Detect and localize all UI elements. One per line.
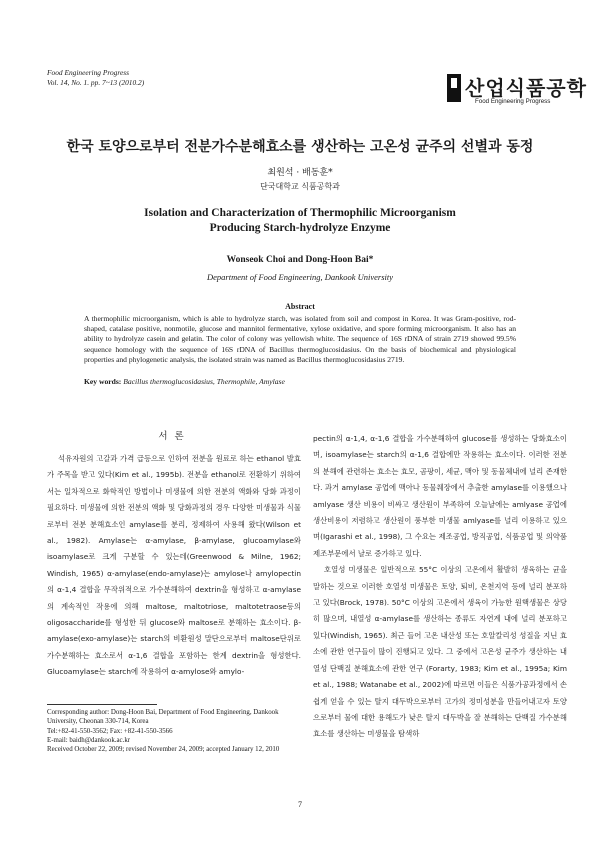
journal-volume: Vol. 14, No. 1. pp. 7~13 (2010.2) [47, 78, 145, 87]
title-korean: 한국 토양으로부터 전분가수분해효소를 생산하는 고온성 균주의 선별과 동정 [66, 139, 534, 155]
body-column-right [313, 431, 567, 743]
abstract-body: A thermophilic microorganism, which is able to hydrolyze starch, was isolated from soil and compost in Korea. It was Gram-positive, rod-shaped, catalase positive, nonmotile, glucose and mannitol fermentative, xylose oxidative, and spore forming microorganism. It also has an ability to hydrolyze casein and gelatin. The color of colony was yellowish white. The sequence of 16S rDNA of strain 2719 showed 99.5% sequence homology with the sequence of 16S rDNA of Bacillus thermoglucosidasius. On the basis of biochemical and physiological properties and phylogenetic analysis, the isolated strain was named as Bacillus thermoglucosidasius 2719. [84, 314, 516, 364]
logo-english-text: Food Engineering Progress [475, 98, 551, 105]
authors-korean: 최원석 · 배동훈* [267, 168, 333, 178]
corresponding-author: Corresponding author: Dong-Hoon Bai, Department of Food Engineering, Dankook University, Cheonan 330-714, Korea [47, 709, 279, 726]
keywords [84, 377, 524, 386]
authors-english: Wonseok Choi and Dong-Hoon Bai* [226, 255, 374, 265]
title-english [0, 206, 600, 236]
affiliation-english: Department of Food Engineering, Dankook University [206, 272, 394, 282]
abstract-heading: Abstract [285, 302, 315, 311]
journal-logo [447, 74, 587, 110]
logo-mark-icon [447, 74, 461, 102]
body-paragraph: 호열성 미생물은 일반적으로 55°C 이상의 고온에서 활발히 생육하는 균을 말하는 것으로 이러한 호열성 미생물은 토양, 퇴비, 온천지역 등에 널리 분포하고 있다(Brock, 1978). 50°C 이상의 고온에서 생육이 가능한 원핵생물은 상당히 많으며, 내열성 α-amylase를 생산하는 종류도 자연계 내에 널리 분포하고 있다(Windish, 1965). 최근 들어 고온 내산성 또는 호알칼리성 성질을 지닌 효소에 관한 연구들이 많이 진행되고 있다. 그 중에서 고온성 균주가 생산하는 내열성 단백질 분해효소에 관한 연구 (Forarty, 1983; Kim et al., 1995a; Kim et al., 1988; Watanabe et al., 2002)에 따르면 이들은 식품가공과정에서 손쉽게 얻을 수 있는 탈지 대두박으로부터 고가의 정미성분을 만들어내고자 토양으로부터 물에 대한 용해도가 낮은 탈지 대두박을 잘 분해하는 단백질 가수분해 효소를 생산하는 미생물을 탐색하 [313, 565, 567, 739]
keywords-label: Key words: [84, 377, 122, 386]
body-paragraph: 석유자원의 고갈과 가격 급등으로 인하여 전분을 원료로 하는 ethanol 발효가 주목을 받고 있다(Kim et al., 1995b). 전분을 ethanol로 전환하기 위하여서는 일차적으로 화학적인 방법이나 미생물에 의한 전분의 액화와 당화 과정이 필요하다. 미생물에 의한 전분의 액화 및 당화과정의 경우 다양한 미생물과 식물로부터 전분 분해효소인 amylase를 분리, 정제하여 사용해 왔다(Wilson et al., 1982). Amylase는 α-amylase, β-amylase, glucoamylase와 isoamylase로 크게 구분할 수 있는데(Greenwood & Milne, 1962; Windish, 1965) α-amylase(endo-amylase)는 amylose나 amylopectin의 α-1,4 결합을 무작위적으로 가수분해하여 dextrin을 형성하고 α-amylase의 계속적인 작용에 의해 maltose, maltotriose, maltotetraose등의 oligosaccharide를 형성한 뒤 glucose와 maltose로 분해하는 효소이다. β-amylase(exo-amylase)는 starch의 비환원성 말단으로부터 maltose단위로 가수분해하는 효소로서 α-1,6 결합을 포함하는 한계 dextrin을 형성한다. Glucoamylase는 starch에 작용하여 α-amylose와 amylo- [47, 454, 301, 677]
body-paragraph: pectin의 α-1,4, α-1,6 결합을 가수분해하여 glucose를 생성하는 당화효소이며, isoamylase는 starch의 α-1,6 결합에만 작용하는 효소이다. 이러한 전분의 분해에 관련하는 효소는 효모, 곰팡이, 세균, 맥아 및 동물체내에 널리 존재한다. 과거 amylase 공업에 맥아나 동물췌장에서 추출한 amylase를 이용했으나 amlyase 생산 비용이 비싸고 생산원이 부족하여 오늘날에는 amlyase 공업에 생산비용이 저렴하고 생산원이 풍부한 미생물 amlyase를 널리 이용하고 있으며(Igarashi et al., 1998), 그 수요는 제조공업, 방직공업, 식품공업 및 의약품 제조부문에서 날로 증가하고 있다. [313, 434, 567, 558]
section-heading-introduction: 서 론 [158, 431, 186, 442]
page-number: 7 [298, 800, 302, 809]
logo-korean-text: 산업식품공학 [465, 76, 587, 100]
affiliation-korean: 단국대학교 식품공학과 [260, 182, 340, 191]
body-column-left [47, 451, 301, 681]
tel-fax: Tel:+82-41-550-3562; Fax: +82-41-550-3566 [47, 727, 173, 735]
received-dates: Received October 22, 2009; revised November 24, 2009; accepted January 12, 2010 [47, 746, 280, 754]
title-english-line-2: Producing Starch-hydrolyze Enzyme [209, 222, 391, 234]
journal-header [47, 68, 144, 88]
title-english-line-1: Isolation and Characterization of Thermophilic Microorganism [144, 207, 456, 219]
email: E-mail: baidh@dankook.ac.kr [47, 736, 131, 744]
correspondence-footnote [47, 708, 302, 754]
journal-name: Food Engineering Progress [47, 68, 129, 77]
keywords-text: Bacillus thermoglucosidasius, Thermophile, Amylase [123, 377, 285, 386]
footnote-divider [47, 704, 157, 705]
